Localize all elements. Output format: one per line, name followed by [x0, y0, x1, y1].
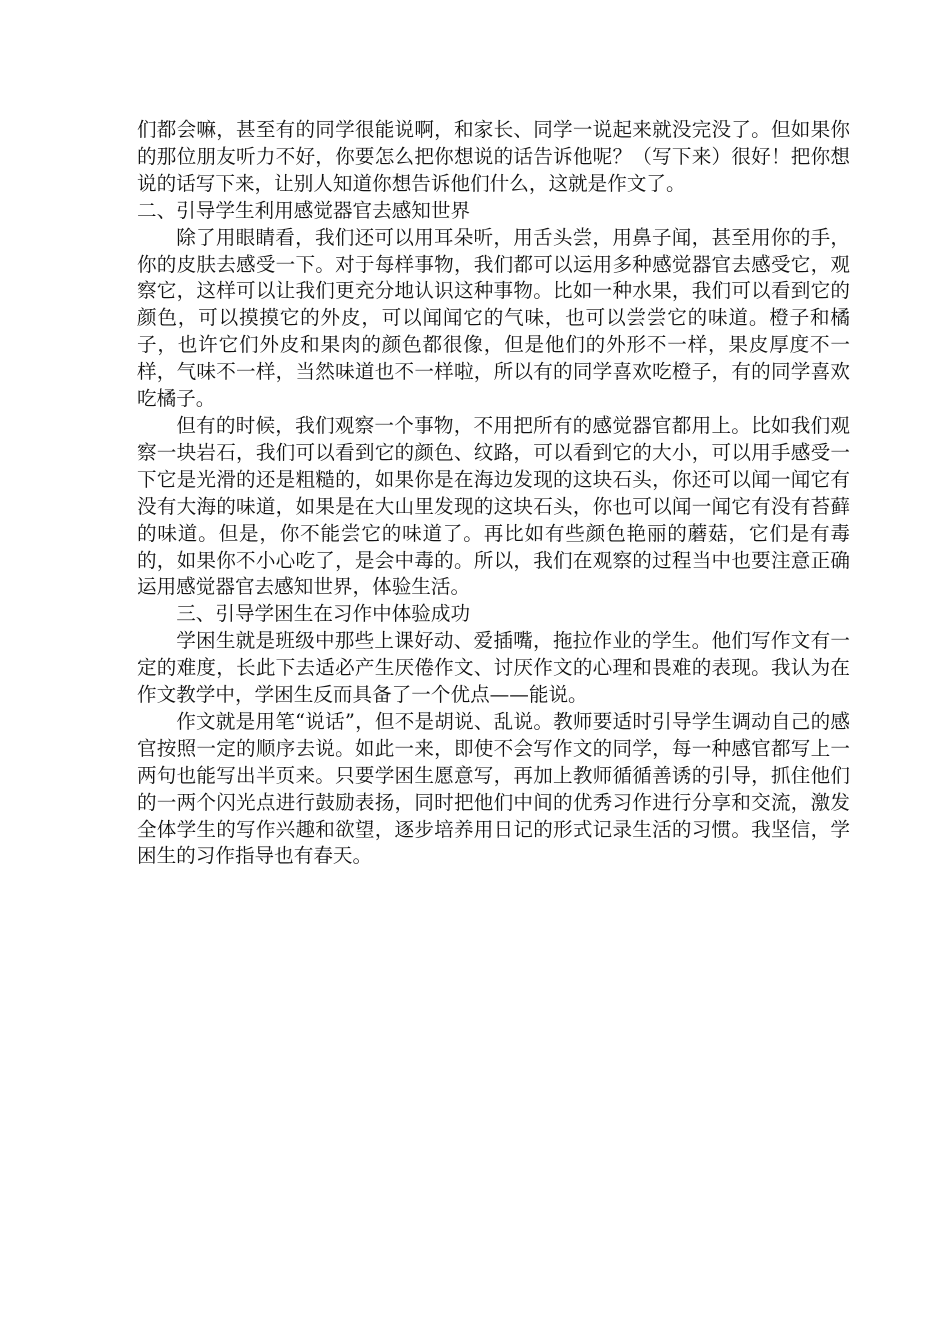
paragraph-senses: 除了用眼睛看，我们还可以用耳朵听，用舌头尝，用鼻子闻，甚至用你的手，你的皮肤去感受一下。对于每样事物，我们都可以运用多种感觉器官去感受它，观察它，这样可以让我们更充分地认识这种事物。比如一种水果，我们可以看到它的颜色，可以摸摸它的外皮，可以闻闻它的气味，也可以尝尝它的味道。橙子和橘子，也许它们外皮和果肉的颜色都很像，但是他们的外形不一样，果皮厚度不一样，气味不一样，当然味道也不一样啦，所以有的同学喜欢吃橙子，有的同学喜欢吃橘子。: [137, 225, 850, 411]
paragraph-observation: 但有的时候，我们观察一个事物，不用把所有的感觉器官都用上。比如我们观察一块岩石，我们可以看到它的颜色、纹路，可以看到它的大小，可以用手感受一下它是光滑的还是粗糙的，如果你是在海边发现的这块石头，你还可以闻一闻它有没有大海的味道，如果是在大山里发现的这块石头，你也可以闻一闻它有没有苔藓的味道。但是，你不能尝它的味道了。再比如有些颜色艳丽的蘑菇，它们是有毒的，如果你不小心吃了，是会中毒的。所以，我们在观察的过程当中也要注意正确运用感觉器官去感知世界，体验生活。: [137, 413, 850, 599]
section-heading-2: 二、引导学生利用感觉器官去感知世界: [137, 198, 471, 222]
paragraph-continuation: 们都会嘛，甚至有的同学很能说啊，和家长、同学一说起来就没完没了。但如果你的那位朋友听力不好，你要怎么把你想说的话告诉他呢？（写下来）很好！把你想说的话写下来，让别人知道你想告诉他们什么，这就是作文了。: [137, 118, 850, 195]
paragraph-struggling-students: 学困生就是班级中那些上课好动、爱插嘴，拖拉作业的学生。他们写作文有一定的难度，长此下去适必产生厌倦作文、讨厌作文的心理和畏难的表现。我认为在作文教学中，学困生反而具备了一个优点——能说。: [137, 629, 850, 707]
paragraph-conclusion: 作文就是用笔“说话”，但不是胡说、乱说。教师要适时引导学生调动自己的感官按照一定的顺序去说。如此一来，即使不会写作文的同学，每一种感官都写上一两句也能写出半页来。只要学困生愿意写，再加上教师循循善诱的引导，抓住他们的一两个闪光点进行鼓励表扬，同时把他们中间的优秀习作进行分享和交流，激发全体学生的写作兴趣和欲望，逐步培养用日记的形式记录生活的习惯。我坚信，学困生的习作指导也有春天。: [137, 709, 850, 868]
section-heading-3: 三、引导学困生在习作中体验成功: [176, 602, 471, 626]
document-page: [137, 117, 850, 870]
